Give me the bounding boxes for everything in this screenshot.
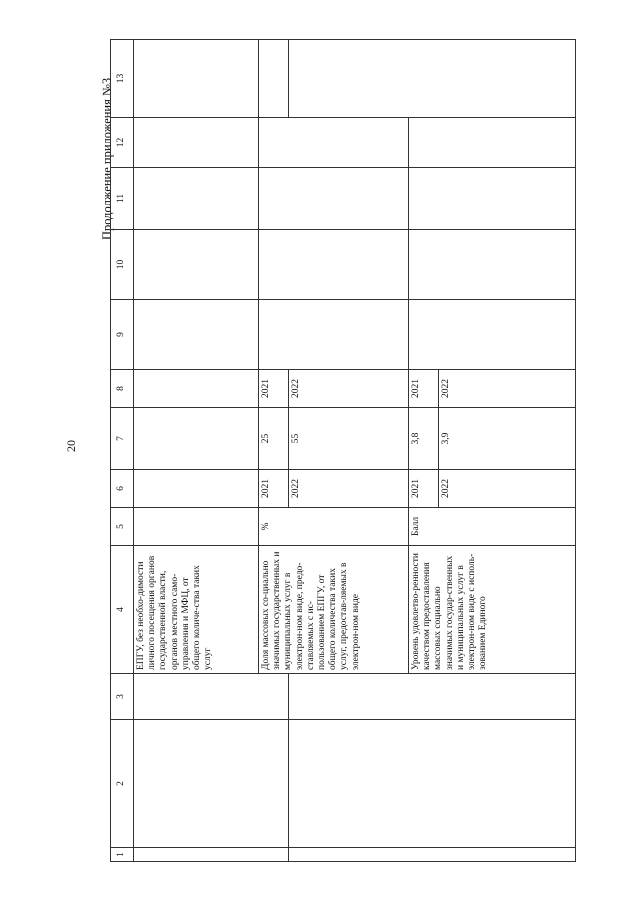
unit-cell: % [259, 508, 409, 546]
table-cell [259, 230, 409, 300]
column-number: 1 [111, 848, 134, 862]
table-cell [409, 230, 576, 300]
table-cell [134, 720, 289, 848]
year-cell: 2022 [439, 370, 576, 408]
table-cell [134, 168, 259, 230]
column-number: 13 [111, 40, 134, 118]
table-cell [409, 300, 576, 370]
table-cell [409, 168, 576, 230]
year-cell: 2022 [289, 470, 409, 508]
year-cell: 2022 [439, 470, 576, 508]
page-number: 20 [64, 440, 78, 452]
appendix-caption: Продолжение приложения №3 [100, 77, 114, 240]
year-cell: 2021 [409, 370, 439, 408]
value-cell: 25 [259, 408, 289, 470]
table-cell [289, 40, 576, 118]
year-cell: 2021 [259, 370, 289, 408]
year-cell: 2022 [289, 370, 409, 408]
column-number: 7 [111, 408, 134, 470]
indicator-cell: Доля массовых со-циально значимых государственных и муниципальных услуг в электрон-ном виде, предо-ставляемых с ис-пользованием ЕПГУ, от общего количества таких услуг, предостав-ляемых в электрон-ном виде [259, 546, 409, 674]
table-cell [289, 674, 576, 720]
table-cell [134, 40, 259, 118]
value-cell: 3,8 [409, 408, 439, 470]
table-cell [259, 168, 409, 230]
column-number-row [111, 40, 134, 862]
table-cell [134, 674, 289, 720]
year-cell: 2021 [409, 470, 439, 508]
value-cell: 3,9 [439, 408, 576, 470]
value-cell [134, 408, 259, 470]
indicator-cell: ЕПГУ, без необхо-димости личного посещения органов государственной власти, органов местного само-управления и МФЦ, от общего количе-ства таких услуг [134, 546, 259, 674]
table-cell [134, 118, 259, 168]
column-number: 6 [111, 470, 134, 508]
column-number: 12 [111, 118, 134, 168]
unit-cell [134, 508, 259, 546]
table-cell [134, 848, 289, 862]
year-cell [134, 370, 259, 408]
table-cell [134, 300, 259, 370]
table-cell [259, 40, 289, 118]
column-number: 3 [111, 674, 134, 720]
table-cell [259, 300, 409, 370]
year-cell: 2021 [259, 470, 289, 508]
column-number: 8 [111, 370, 134, 408]
column-number: 4 [111, 546, 134, 674]
indicator-cell: Уровень удовлетво-ренности качеством предоставления массовых социально значимых государ-ственных и муниципальных услуг в электрон-ном виде с исполь-зованием Единого [409, 546, 576, 674]
year-cell [134, 470, 259, 508]
rotated-table-wrapper [110, 40, 574, 862]
table-row [134, 40, 259, 862]
table-cell [409, 118, 576, 168]
column-number: 10 [111, 230, 134, 300]
unit-cell: Балл [409, 508, 576, 546]
table-cell [259, 118, 409, 168]
table-cell [289, 720, 576, 848]
table-cell [134, 230, 259, 300]
table-cell [289, 848, 576, 862]
column-number: 5 [111, 508, 134, 546]
column-number: 2 [111, 720, 134, 848]
appendix-table [110, 39, 576, 862]
column-number: 11 [111, 168, 134, 230]
column-number: 9 [111, 300, 134, 370]
value-cell: 55 [289, 408, 409, 470]
